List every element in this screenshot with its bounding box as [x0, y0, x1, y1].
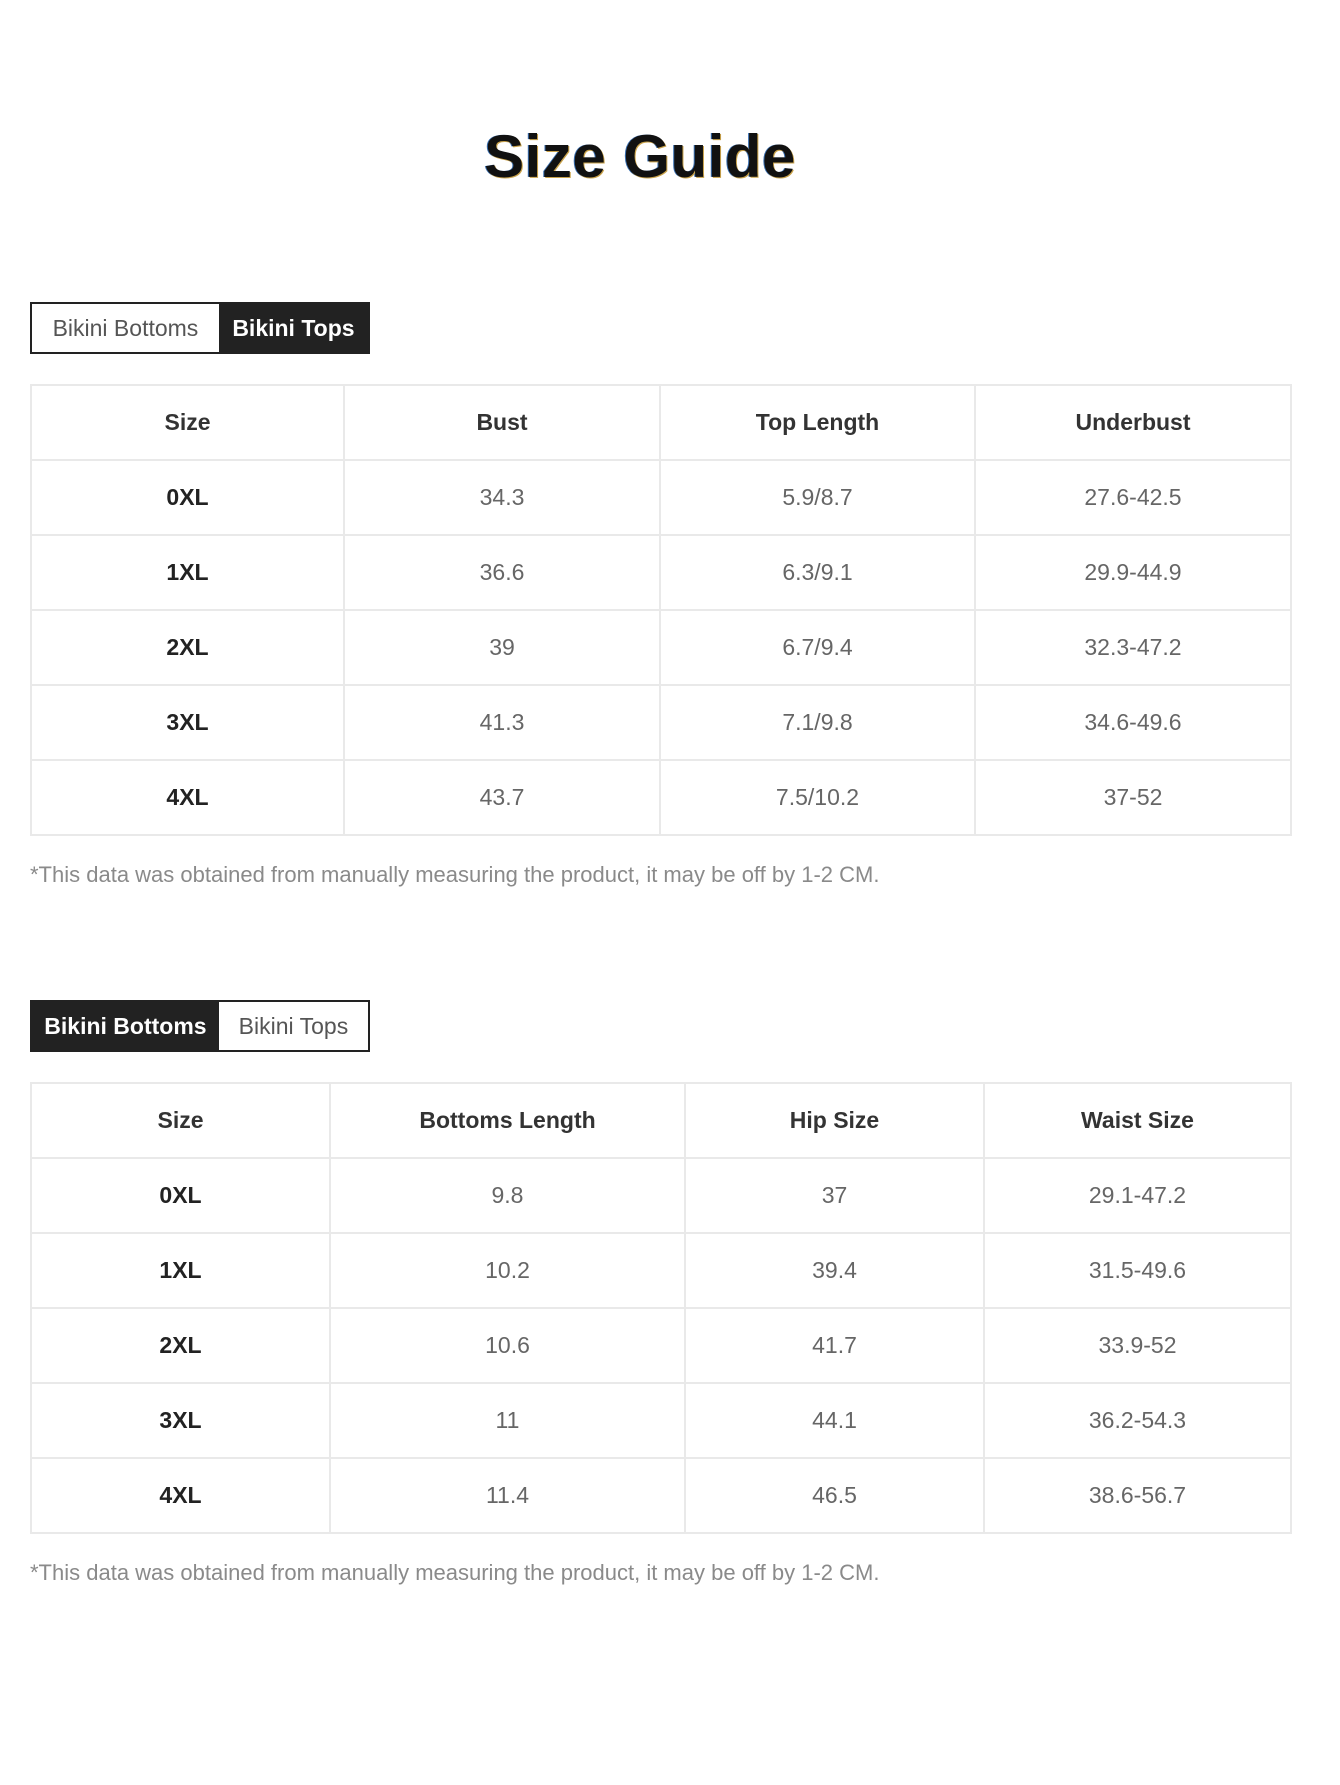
table-row: [31, 1158, 1291, 1233]
table-cell: 6.3/9.1: [660, 535, 975, 610]
table-cell: 10.6: [330, 1308, 685, 1383]
table-cell: 9.8: [330, 1158, 685, 1233]
table-cell: 31.5-49.6: [984, 1233, 1291, 1308]
size-cell: 1XL: [31, 1233, 330, 1308]
measurement-note: *This data was obtained from manually measuring the product, it may be off by 1-2 CM.: [30, 1560, 880, 1585]
table-row: [31, 760, 1291, 835]
table-cell: 7.1/9.8: [660, 685, 975, 760]
size-cell: 4XL: [31, 760, 344, 835]
tab-bikini-bottoms[interactable]: Bikini Bottoms: [32, 1002, 219, 1050]
size-cell: 4XL: [31, 1458, 330, 1533]
table-cell: 39: [344, 610, 660, 685]
column-header: Top Length: [660, 385, 975, 460]
table-row: [31, 1458, 1291, 1533]
size-cell: 0XL: [31, 1158, 330, 1233]
column-header: Size: [31, 385, 344, 460]
column-header: Underbust: [975, 385, 1291, 460]
tab-bar: [30, 302, 370, 354]
tab-bar: [30, 1000, 370, 1052]
size-section-bottoms: [30, 1000, 1290, 1586]
table-cell: 41.7: [685, 1308, 984, 1383]
measurement-note: *This data was obtained from manually measuring the product, it may be off by 1-2 CM.: [30, 862, 880, 887]
size-cell: 0XL: [31, 460, 344, 535]
table-row: [31, 460, 1291, 535]
table-cell: 37: [685, 1158, 984, 1233]
page-title: Size Guide: [484, 123, 796, 190]
table-cell: 5.9/8.7: [660, 460, 975, 535]
column-header: Hip Size: [685, 1083, 984, 1158]
size-cell: 1XL: [31, 535, 344, 610]
table-cell: 27.6-42.5: [975, 460, 1291, 535]
table-cell: 36.2-54.3: [984, 1383, 1291, 1458]
size-table-tops: [30, 384, 1292, 836]
table-row: [31, 1233, 1291, 1308]
size-cell: 2XL: [31, 610, 344, 685]
table-cell: 37-52: [975, 760, 1291, 835]
table-row: [31, 685, 1291, 760]
size-cell: 3XL: [31, 685, 344, 760]
table-cell: 10.2: [330, 1233, 685, 1308]
table-cell: 43.7: [344, 760, 660, 835]
table-row: [31, 1383, 1291, 1458]
table-cell: 11.4: [330, 1458, 685, 1533]
table-header-row: [31, 1083, 1291, 1158]
table-cell: 46.5: [685, 1458, 984, 1533]
size-cell: 3XL: [31, 1383, 330, 1458]
table-cell: 41.3: [344, 685, 660, 760]
table-header-row: [31, 385, 1291, 460]
table-cell: 29.1-47.2: [984, 1158, 1291, 1233]
tab-bikini-tops[interactable]: Bikini Tops: [219, 1002, 368, 1050]
table-row: [31, 610, 1291, 685]
column-header: Waist Size: [984, 1083, 1291, 1158]
table-cell: 32.3-47.2: [975, 610, 1291, 685]
table-cell: 6.7/9.4: [660, 610, 975, 685]
table-cell: 7.5/10.2: [660, 760, 975, 835]
table-row: [31, 1308, 1291, 1383]
table-cell: 36.6: [344, 535, 660, 610]
table-cell: 38.6-56.7: [984, 1458, 1291, 1533]
table-cell: 34.6-49.6: [975, 685, 1291, 760]
table-row: [31, 535, 1291, 610]
table-cell: 29.9-44.9: [975, 535, 1291, 610]
column-header: Size: [31, 1083, 330, 1158]
table-cell: 34.3: [344, 460, 660, 535]
size-cell: 2XL: [31, 1308, 330, 1383]
column-header: Bust: [344, 385, 660, 460]
table-cell: 33.9-52: [984, 1308, 1291, 1383]
tab-bikini-bottoms[interactable]: Bikini Bottoms: [32, 304, 219, 352]
size-table-bottoms: [30, 1082, 1292, 1534]
size-section-tops: [30, 302, 1290, 888]
tab-bikini-tops[interactable]: Bikini Tops: [219, 304, 368, 352]
table-cell: 11: [330, 1383, 685, 1458]
column-header: Bottoms Length: [330, 1083, 685, 1158]
table-cell: 39.4: [685, 1233, 984, 1308]
table-cell: 44.1: [685, 1383, 984, 1458]
